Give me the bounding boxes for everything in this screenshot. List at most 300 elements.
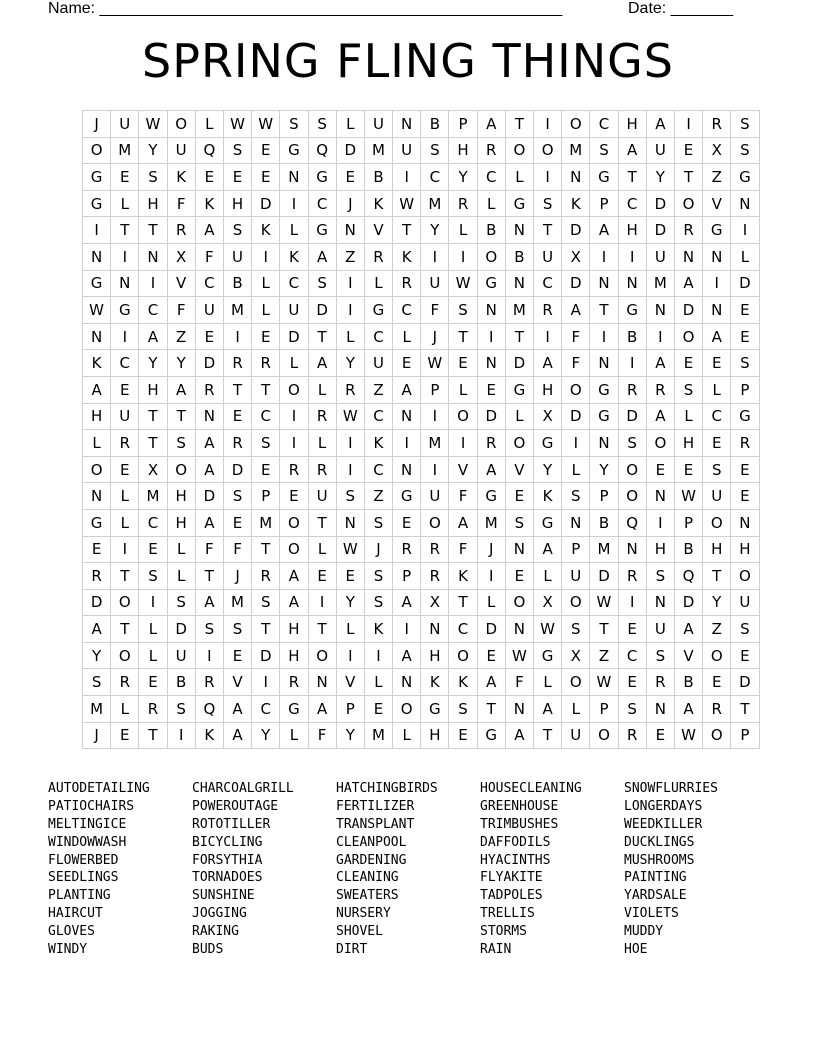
grid-cell: H	[646, 536, 674, 563]
grid-cell: I	[421, 456, 449, 483]
grid-cell: A	[505, 722, 533, 749]
grid-cell: Q	[674, 563, 702, 590]
grid-cell: E	[731, 456, 759, 483]
grid-cell: A	[674, 270, 702, 297]
grid-cell: T	[139, 430, 167, 457]
grid-cell: E	[111, 164, 139, 191]
word-item: STORMS	[480, 924, 527, 940]
grid-cell: K	[364, 190, 392, 217]
grid-cell: O	[111, 642, 139, 669]
grid-cell: S	[731, 137, 759, 164]
grid-row	[83, 376, 760, 403]
grid-cell: Q	[195, 696, 223, 723]
grid-cell: M	[421, 430, 449, 457]
grid-cell: M	[223, 589, 251, 616]
grid-cell: O	[562, 376, 590, 403]
word-item: FLOWERBED	[48, 852, 119, 868]
grid-cell: U	[562, 563, 590, 590]
grid-cell: W	[139, 111, 167, 138]
grid-cell: L	[280, 350, 308, 377]
grid-cell: E	[336, 563, 364, 590]
grid-cell: S	[223, 217, 251, 244]
grid-cell: G	[280, 137, 308, 164]
grid-cell: L	[364, 270, 392, 297]
grid-cell: F	[195, 536, 223, 563]
grid-cell: O	[646, 430, 674, 457]
grid-cell: L	[308, 430, 336, 457]
grid-cell: R	[308, 456, 336, 483]
grid-cell: C	[393, 297, 421, 324]
grid-cell: B	[364, 164, 392, 191]
grid-cell: N	[111, 270, 139, 297]
grid-cell: V	[449, 456, 477, 483]
grid-cell: B	[477, 217, 505, 244]
grid-cell: E	[505, 483, 533, 510]
grid-cell: E	[674, 456, 702, 483]
grid-cell: G	[477, 483, 505, 510]
grid-cell: G	[590, 403, 618, 430]
grid-cell: C	[111, 350, 139, 377]
grid-row	[83, 669, 760, 696]
grid-cell: M	[139, 483, 167, 510]
grid-cell: Y	[449, 164, 477, 191]
word-item: WEEDKILLER	[624, 816, 703, 832]
grid-cell: F	[195, 243, 223, 270]
grid-cell: D	[731, 270, 759, 297]
grid-cell: E	[674, 137, 702, 164]
word-item: SUNSHINE	[192, 888, 255, 904]
grid-cell: X	[167, 243, 195, 270]
grid-cell: R	[280, 456, 308, 483]
grid-cell: I	[393, 430, 421, 457]
grid-cell: P	[421, 376, 449, 403]
grid-cell: I	[421, 403, 449, 430]
grid-cell: N	[280, 164, 308, 191]
grid-cell: G	[618, 297, 646, 324]
grid-cell: S	[534, 190, 562, 217]
grid-cell: G	[731, 164, 759, 191]
grid-cell: E	[252, 323, 280, 350]
grid-cell: I	[590, 243, 618, 270]
grid-cell: T	[618, 164, 646, 191]
grid-cell: I	[731, 217, 759, 244]
word-item: TRIMBUSHES	[480, 816, 559, 832]
grid-cell: E	[111, 456, 139, 483]
grid-cell: B	[223, 270, 251, 297]
grid-cell: P	[393, 563, 421, 590]
grid-cell: G	[83, 164, 111, 191]
grid-cell: F	[167, 297, 195, 324]
worksheet-header	[48, 0, 742, 20]
grid-cell: E	[618, 616, 646, 643]
grid-cell: G	[534, 430, 562, 457]
grid-cell: K	[534, 483, 562, 510]
word-item: GARDENING	[336, 852, 407, 868]
grid-cell: E	[111, 376, 139, 403]
word-item: BUDS	[192, 942, 224, 958]
grid-cell: C	[195, 270, 223, 297]
grid-cell: G	[83, 270, 111, 297]
grid-cell: I	[534, 323, 562, 350]
grid-cell: R	[111, 430, 139, 457]
grid-cell: R	[195, 669, 223, 696]
grid-cell: O	[167, 456, 195, 483]
grid-cell: H	[139, 376, 167, 403]
grid-cell: I	[167, 722, 195, 749]
grid-cell: D	[477, 616, 505, 643]
grid-cell: E	[111, 722, 139, 749]
grid-cell: R	[393, 270, 421, 297]
grid-cell: S	[195, 616, 223, 643]
grid-cell: Y	[703, 589, 731, 616]
grid-cell: Z	[167, 323, 195, 350]
grid-cell: L	[280, 722, 308, 749]
grid-cell: H	[139, 190, 167, 217]
grid-cell: A	[308, 243, 336, 270]
grid-cell: E	[195, 164, 223, 191]
grid-cell: U	[562, 722, 590, 749]
grid-cell: Y	[83, 642, 111, 669]
grid-cell: N	[505, 536, 533, 563]
grid-cell: D	[674, 297, 702, 324]
grid-cell: A	[139, 323, 167, 350]
grid-cell: M	[421, 190, 449, 217]
grid-cell: A	[195, 217, 223, 244]
word-item: GLOVES	[48, 924, 95, 940]
grid-cell: I	[111, 536, 139, 563]
grid-cell: N	[139, 243, 167, 270]
grid-cell: M	[590, 536, 618, 563]
grid-cell: U	[646, 137, 674, 164]
grid-cell: N	[618, 270, 646, 297]
grid-cell: N	[646, 696, 674, 723]
grid-cell: A	[449, 509, 477, 536]
grid-row	[83, 190, 760, 217]
grid-cell: N	[505, 270, 533, 297]
grid-cell: N	[618, 536, 646, 563]
grid-cell: S	[562, 616, 590, 643]
grid-cell: L	[167, 563, 195, 590]
grid-cell: S	[703, 456, 731, 483]
grid-cell: Z	[364, 483, 392, 510]
grid-cell: K	[421, 669, 449, 696]
grid-cell: E	[646, 722, 674, 749]
grid-cell: T	[477, 696, 505, 723]
grid-cell: I	[111, 323, 139, 350]
grid-row	[83, 350, 760, 377]
grid-row	[83, 403, 760, 430]
grid-cell: M	[477, 509, 505, 536]
grid-cell: O	[618, 483, 646, 510]
grid-cell: N	[505, 696, 533, 723]
grid-cell: O	[703, 509, 731, 536]
grid-cell: S	[167, 589, 195, 616]
grid-cell: R	[703, 111, 731, 138]
grid-cell: O	[111, 589, 139, 616]
grid-cell: P	[449, 111, 477, 138]
word-column	[48, 780, 192, 959]
word-item: BICYCLING	[192, 834, 263, 850]
grid-cell: H	[223, 190, 251, 217]
grid-cell: E	[223, 642, 251, 669]
grid-cell: S	[618, 430, 646, 457]
grid-cell: I	[195, 642, 223, 669]
grid-cell: U	[646, 243, 674, 270]
grid-cell: A	[308, 350, 336, 377]
grid-cell: T	[139, 403, 167, 430]
grid-cell: A	[280, 563, 308, 590]
grid-cell: N	[477, 350, 505, 377]
grid-cell: N	[646, 589, 674, 616]
grid-cell: I	[590, 323, 618, 350]
grid-cell: G	[280, 696, 308, 723]
grid-cell: T	[252, 616, 280, 643]
grid-cell: N	[590, 350, 618, 377]
grid-cell: K	[167, 164, 195, 191]
grid-cell: S	[308, 111, 336, 138]
grid-cell: E	[139, 536, 167, 563]
grid-cell: R	[167, 217, 195, 244]
word-item: YARDSALE	[624, 888, 687, 904]
grid-cell: U	[111, 403, 139, 430]
grid-row	[83, 323, 760, 350]
grid-cell: R	[223, 350, 251, 377]
grid-cell: A	[195, 456, 223, 483]
grid-cell: D	[562, 403, 590, 430]
grid-cell: E	[83, 536, 111, 563]
grid-cell: A	[562, 297, 590, 324]
grid-cell: B	[590, 509, 618, 536]
word-item: CLEANPOOL	[336, 834, 407, 850]
grid-cell: U	[534, 243, 562, 270]
grid-cell: S	[421, 137, 449, 164]
word-item: HOUSECLEANING	[480, 781, 582, 796]
grid-cell: G	[731, 403, 759, 430]
word-item: GREENHOUSE	[480, 798, 559, 814]
word-column	[192, 780, 336, 959]
grid-cell: S	[280, 111, 308, 138]
grid-cell: L	[111, 696, 139, 723]
grid-cell: O	[421, 509, 449, 536]
grid-cell: Y	[336, 589, 364, 616]
grid-cell: U	[195, 297, 223, 324]
grid-cell: J	[336, 190, 364, 217]
grid-cell: T	[223, 376, 251, 403]
word-item: POWEROUTAGE	[192, 798, 279, 814]
grid-cell: R	[421, 563, 449, 590]
grid-cell: O	[618, 456, 646, 483]
grid-cell: C	[364, 323, 392, 350]
grid-cell: D	[646, 190, 674, 217]
grid-cell: Y	[252, 722, 280, 749]
word-item: HYACINTHS	[480, 852, 551, 868]
grid-cell: D	[83, 589, 111, 616]
grid-cell: U	[421, 270, 449, 297]
grid-cell: I	[562, 430, 590, 457]
grid-cell: T	[111, 616, 139, 643]
grid-cell: T	[139, 217, 167, 244]
grid-cell: K	[364, 430, 392, 457]
word-item: SWEATERS	[336, 888, 399, 904]
grid-cell: K	[449, 669, 477, 696]
grid-cell: R	[703, 696, 731, 723]
grid-cell: J	[223, 563, 251, 590]
grid-cell: O	[505, 430, 533, 457]
grid-cell: H	[421, 722, 449, 749]
grid-cell: E	[731, 323, 759, 350]
grid-cell: U	[703, 483, 731, 510]
grid-cell: J	[83, 722, 111, 749]
grid-cell: N	[308, 669, 336, 696]
grid-cell: D	[336, 137, 364, 164]
grid-cell: R	[195, 376, 223, 403]
grid-cell: M	[83, 696, 111, 723]
grid-cell: I	[477, 563, 505, 590]
grid-cell: E	[477, 642, 505, 669]
word-item: CLEANING	[336, 870, 399, 886]
grid-cell: R	[534, 297, 562, 324]
grid-cell: D	[252, 642, 280, 669]
grid-cell: F	[421, 297, 449, 324]
grid-cell: E	[223, 509, 251, 536]
grid-cell: T	[449, 589, 477, 616]
grid-cell: E	[674, 350, 702, 377]
grid-cell: C	[590, 111, 618, 138]
grid-cell: C	[703, 403, 731, 430]
grid-cell: B	[167, 669, 195, 696]
grid-cell: H	[731, 536, 759, 563]
grid-cell: G	[421, 696, 449, 723]
grid-row	[83, 137, 760, 164]
grid-cell: A	[590, 217, 618, 244]
grid-cell: H	[674, 430, 702, 457]
grid-cell: E	[618, 669, 646, 696]
grid-cell: G	[111, 297, 139, 324]
grid-cell: G	[590, 164, 618, 191]
grid-cell: O	[308, 642, 336, 669]
grid-cell: A	[618, 137, 646, 164]
grid-cell: N	[731, 190, 759, 217]
grid-row	[83, 217, 760, 244]
grid-cell: A	[223, 696, 251, 723]
word-item: LONGERDAYS	[624, 798, 703, 814]
grid-cell: N	[83, 323, 111, 350]
grid-cell: X	[562, 243, 590, 270]
grid-row	[83, 642, 760, 669]
grid-cell: D	[308, 297, 336, 324]
grid-cell: N	[393, 669, 421, 696]
grid-cell: L	[139, 642, 167, 669]
grid-cell: R	[731, 430, 759, 457]
grid-cell: C	[618, 190, 646, 217]
grid-cell: V	[674, 642, 702, 669]
grid-cell: I	[477, 323, 505, 350]
grid-cell: D	[505, 350, 533, 377]
word-item: JOGGING	[192, 906, 247, 922]
grid-cell: C	[139, 297, 167, 324]
grid-cell: O	[674, 323, 702, 350]
grid-cell: G	[83, 190, 111, 217]
grid-cell: B	[674, 536, 702, 563]
word-item: DUCKLINGS	[624, 834, 695, 850]
grid-cell: E	[223, 164, 251, 191]
grid-cell: B	[674, 669, 702, 696]
word-item: HOE	[624, 942, 648, 958]
grid-cell: U	[308, 483, 336, 510]
grid-cell: S	[83, 669, 111, 696]
grid-cell: H	[618, 111, 646, 138]
grid-cell: G	[505, 376, 533, 403]
grid-cell: F	[449, 483, 477, 510]
grid-cell: Y	[139, 137, 167, 164]
grid-cell: W	[590, 669, 618, 696]
grid-cell: C	[280, 270, 308, 297]
grid-cell: O	[674, 190, 702, 217]
grid-cell: H	[280, 616, 308, 643]
grid-cell: I	[336, 456, 364, 483]
grid-cell: W	[223, 111, 251, 138]
grid-cell: I	[252, 669, 280, 696]
grid-cell: N	[562, 164, 590, 191]
grid-cell: L	[195, 111, 223, 138]
grid-cell: L	[336, 323, 364, 350]
grid-cell: D	[646, 217, 674, 244]
grid-cell: U	[646, 616, 674, 643]
grid-cell: A	[534, 536, 562, 563]
date-line: Date: _______	[628, 0, 733, 17]
grid-cell: R	[252, 350, 280, 377]
grid-cell: A	[674, 616, 702, 643]
word-item: VIOLETS	[624, 906, 679, 922]
grid-cell: H	[534, 376, 562, 403]
grid-cell: O	[449, 403, 477, 430]
grid-cell: O	[590, 722, 618, 749]
word-item: FORSYTHIA	[192, 852, 263, 868]
name-line: Name: ____________________________________________________	[48, 0, 563, 17]
grid-cell: T	[590, 297, 618, 324]
word-item: PATIOCHAIRS	[48, 798, 135, 814]
grid-cell: U	[364, 350, 392, 377]
grid-cell: N	[393, 403, 421, 430]
grid-cell: M	[223, 297, 251, 324]
grid-row	[83, 563, 760, 590]
grid-cell: S	[252, 430, 280, 457]
grid-cell: I	[336, 297, 364, 324]
grid-cell: Y	[421, 217, 449, 244]
grid-cell: S	[252, 589, 280, 616]
grid-cell: A	[703, 323, 731, 350]
grid-cell: P	[252, 483, 280, 510]
grid-cell: T	[534, 217, 562, 244]
grid-cell: N	[505, 616, 533, 643]
grid-cell: H	[280, 642, 308, 669]
grid-cell: J	[364, 536, 392, 563]
grid-cell: U	[421, 483, 449, 510]
grid-cell: O	[562, 111, 590, 138]
grid-cell: W	[590, 589, 618, 616]
grid-cell: D	[731, 669, 759, 696]
grid-cell: W	[252, 111, 280, 138]
grid-cell: E	[393, 509, 421, 536]
grid-cell: C	[308, 190, 336, 217]
grid-cell: S	[167, 696, 195, 723]
word-item: TRELLIS	[480, 906, 535, 922]
grid-cell: A	[308, 696, 336, 723]
grid-row	[83, 509, 760, 536]
word-item: PAINTING	[624, 870, 687, 886]
grid-cell: S	[505, 509, 533, 536]
grid-cell: I	[111, 243, 139, 270]
